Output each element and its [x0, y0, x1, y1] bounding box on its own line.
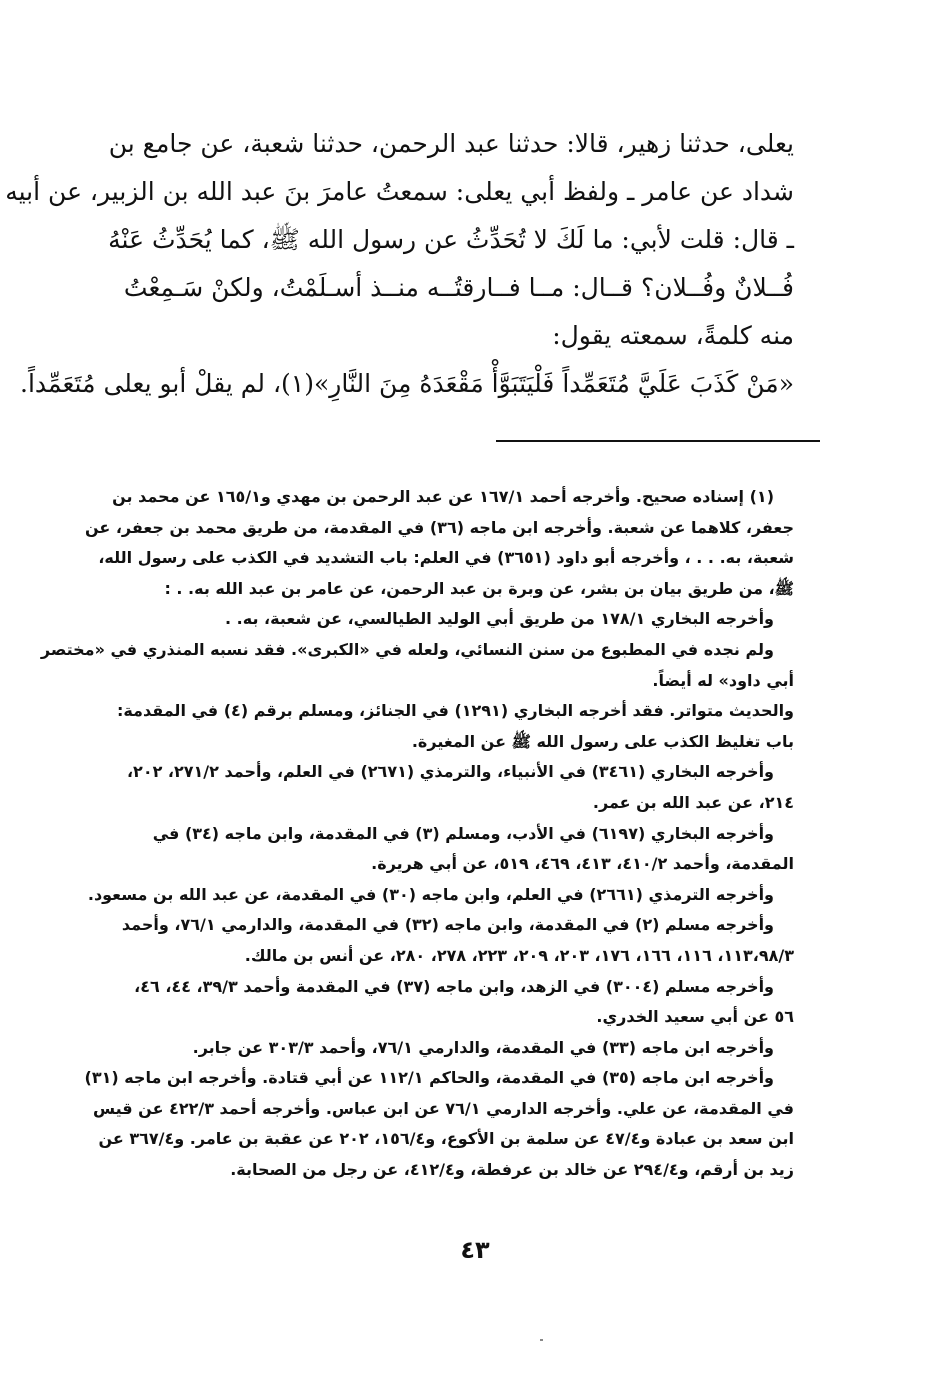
- footnote-line: في المقدمة، عن علي. وأخرجه الدارمي ٧٦/١ عن ابن عباس. وأخرجه أحمد ٤٢٢/٣ عن قيس: [92, 1098, 794, 1118]
- page-number: ٤٣: [460, 1236, 490, 1264]
- footnote-line: شعبة، به. . . ، وأخرجه أبو داود (٣٦٥١) في العلم: باب التشديد في الكذب على رسول الله،: [98, 548, 794, 568]
- main-text-line: شداد عن عامر ـ ولفظ أبي يعلى: سمعتُ عامرَ بنَ عبد الله بن الزبير، عن أبيه: [5, 177, 794, 206]
- footnote-line: وأخرجه مسلم (٣٠٠٤) في الزهد، وابن ماجه (٣٧) في المقدمة وأحمد ٣٩/٣، ٤٤، ٤٦،: [134, 976, 774, 996]
- footnote-line: (١) إسناده صحيح. وأخرجه أحمد ١٦٧/١ عن عبد الرحمن بن مهدي و١٦٥/١ عن محمد بن: [112, 487, 774, 506]
- footnote-line: ﷺ، من طريق بيان بن بشر، عن وبرة بن عبد الرحمن، عن عامر بن عبد الله به. . :: [164, 578, 794, 598]
- main-text-line: يعلى، حدثنا زهير، قالا: حدثنا عبد الرحمن، حدثنا شعبة، عن جامع بن: [108, 129, 794, 158]
- footnote-line: ولم نجده في المطبوع من سنن النسائي، ولعله في «الكبرى». فقد نسبه المنذري في «مختصر: [40, 639, 774, 659]
- footnote-line: وأخرجه البخاري (٦١٩٧) في الأدب، ومسلم (٣) في المقدمة، وابن ماجه (٣٤) في: [152, 823, 774, 843]
- footnote-line: والحديث متواتر. فقد أخرجه البخاري (١٢٩١) في الجنائز، ومسلم برقم (٤) في المقدمة:: [116, 701, 794, 721]
- footnote-line: وأخرجه ابن ماجه (٣٣) في المقدمة، والدارمي ٧٦/١، وأحمد ٣٠٣/٣ عن جابر.: [192, 1037, 774, 1057]
- footnote-line: وأخرجه البخاري (٣٤٦١) في الأنبياء، والترمذي (٢٦٧١) في العلم، وأحمد ٢٧١/٢، ٢٠٢،: [126, 762, 774, 782]
- main-text-line: منه كلمةً، سمعته يقول:: [552, 321, 794, 350]
- footnote-line: جعفر، كلاهما عن شعبة. وأخرجه ابن ماجه (٣٦) في المقدمة، من طريق محمد بن جعفر، عن: [84, 517, 794, 537]
- main-text-line: «مَنْ كَذَبَ عَلَيَّ مُتَعَمِّداً فَلْيَتَبَوَّأْ مَقْعَدَهُ مِنَ النَّارِ»(١)، لم يقلْ أبو يعلى مُتَعَمِّداً.: [20, 369, 794, 398]
- footnote-line: وأخرجه الترمذي (٢٦٦١) في العلم، وابن ماجه (٣٠) في المقدمة، عن عبد الله بن مسعود.: [87, 884, 774, 904]
- main-text-line: ـ قال: قلت لأبي: ما لَكَ لا تُحَدِّثُ عن رسول الله ﷺ، كما يُحَدِّثُ عَنْهُ: [108, 225, 794, 254]
- scan-speck: [540, 1339, 543, 1341]
- footnote-line: باب تغليظ الكذب على رسول الله ﷺ عن المغيرة.: [411, 731, 794, 751]
- footnote-line: ٥٦ عن أبي سعيد الخدري.: [596, 1007, 794, 1027]
- footnote-line: وأخرجه ابن ماجه (٣٥) في المقدمة، والحاكم ١١٢/١ عن أبي قتادة. وأخرجه ابن ماجه (٣١): [84, 1068, 774, 1088]
- footnotes-block: [40, 482, 794, 1186]
- footnote-line: ٢١٤، عن عبد الله بن عمر.: [592, 792, 794, 812]
- footnote-line: ابن سعد بن عبادة و٤٧/٤ عن سلمة بن الأكوع، و١٥٦/٤، ٢٠٢ عن عقبة بن عامر. و٣٦٧/٤ عن: [98, 1129, 794, 1149]
- main-text-line: فُــلانٌ وفُــلان؟ قــال: مــا فــارقتُــه منــذ أسـلَمْتُ، ولكنْ سَـمِعْتُ: [123, 273, 794, 302]
- main-text-block: [5, 120, 794, 408]
- footnote-line: وأخرجه البخاري ١٧٨/١ من طريق أبي الوليد الطيالسي، عن شعبة، به. .: [225, 609, 774, 629]
- footnote-line: زيد بن أرقم، و٢٩٤/٤ عن خالد بن عرفطة، و٤١٢/٤، عن رجل من الصحابة.: [230, 1160, 794, 1180]
- footnote-line: أبي داود» له أيضاً.: [652, 670, 794, 690]
- footnote-line: ١١٣،٩٨/٣، ١١٦، ١٦٦، ١٧٦، ٢٠٣، ٢٠٩، ٢٢٣، ٢٧٨، ٢٨٠، عن أنس بن مالك.: [244, 945, 794, 965]
- footnote-line: وأخرجه مسلم (٢) في المقدمة، وابن ماجه (٣٢) في المقدمة، والدارمي ٧٦/١، وأحمد: [121, 915, 774, 935]
- footnote-line: المقدمة، وأحمد ٤١٠/٢، ٤١٣، ٤٦٩، ٥١٩، عن أبي هريرة.: [371, 854, 794, 874]
- footnote-divider: [496, 440, 820, 442]
